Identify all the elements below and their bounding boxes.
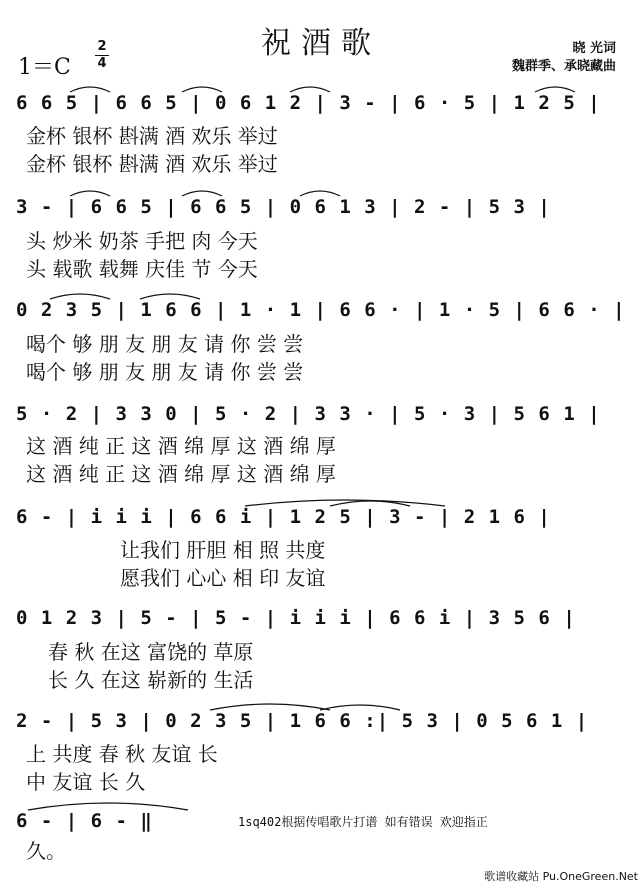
notation-line-4: 5 · 2 | 3 3 0 | 5 · 2 | 3 3 · | 5 · 3 | 5 6 1 |	[16, 403, 601, 425]
time-signature	[95, 40, 109, 71]
notation-line-5: 6 - | i i i | 6 6 i | 1 2 5 | 3 - | 2 1 6 |	[16, 506, 551, 528]
site-credit: 歌谱收藏站 Pu.OneGreen.Net	[484, 870, 638, 883]
lyric-5b: 愿我们 心心 相 印 友谊	[120, 566, 326, 590]
notation-line-2: 3 - | 6 6 5 | 6 6 5 | 0 6 1 3 | 2 - | 5 3 |	[16, 196, 551, 218]
lyric-7a: 上 共度 春 秋 友谊 长	[26, 742, 218, 766]
meter-bottom: 4	[97, 56, 107, 71]
song-title: 祝酒歌	[261, 26, 381, 61]
lyric-8a: 久。	[26, 839, 66, 863]
lyric-2b: 头 载歌 载舞 庆佳 节 今天	[26, 257, 258, 281]
notation-line-1: 6 6 5 | 6 6 5 | 0 6 1 2 | 3 - | 6 · 5 | 1 2 5 |	[16, 92, 601, 114]
lyric-1b: 金杯 银杯 斟满 酒 欢乐 举过	[26, 152, 278, 176]
transcriber-note: 1sq402根据传唱歌片打谱 如有错误 欢迎指正	[238, 815, 488, 829]
lyricist-credit: 晓 光词	[572, 41, 616, 56]
composer-credit: 魏群季、承晓藏曲	[511, 59, 616, 74]
notation-line-3: 0 2 3 5 | 1 6 6 | 1 · 1 | 6 6 · | 1 · 5 | 6 6 · |	[16, 299, 626, 321]
lyric-4a: 这 酒 纯 正 这 酒 绵 厚 这 酒 绵 厚	[26, 434, 336, 458]
notation-line-7: 2 - | 5 3 | 0 2 3 5 | 1 6 6 :| 5 3 | 0 5 6 1 |	[16, 710, 589, 732]
key-signature: 1＝C	[18, 55, 71, 80]
lyric-5a: 让我们 肝胆 相 照 共度	[120, 538, 326, 562]
meter-top: 2	[97, 39, 107, 54]
notation-line-8: 6 - | 6 - ‖	[16, 810, 153, 832]
credits	[512, 40, 616, 76]
lyric-3b: 喝个 够 朋 友 朋 友 请 你 尝 尝	[26, 360, 304, 384]
lyric-3a: 喝个 够 朋 友 朋 友 请 你 尝 尝	[26, 332, 304, 356]
lyric-6b: 长 久 在这 崭新的 生活	[48, 668, 254, 692]
lyric-7b: 中 友谊 长 久	[26, 770, 146, 794]
lyric-4b: 这 酒 纯 正 这 酒 绵 厚 这 酒 绵 厚	[26, 462, 336, 486]
lyric-2a: 头 炒米 奶茶 手把 肉 今天	[26, 229, 258, 253]
notation-line-6: 0 1 2 3 | 5 - | 5 - | i i i | 6 6 i | 3 5 6 |	[16, 607, 576, 629]
lyric-6a: 春 秋 在这 富饶的 草原	[48, 640, 254, 664]
lyric-1a: 金杯 银杯 斟满 酒 欢乐 举过	[26, 124, 278, 148]
